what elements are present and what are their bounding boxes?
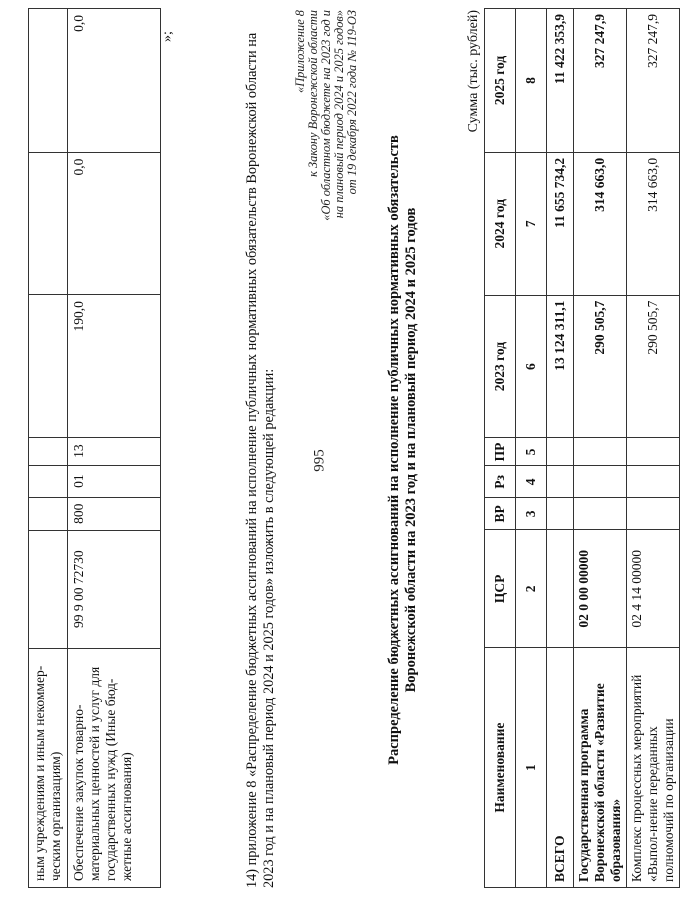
cell-2023: 290 505,7 [627, 295, 680, 438]
col-number: 4 [516, 466, 547, 498]
cell-2023: 290 505,7 [574, 295, 627, 438]
cell-rz: 01 [68, 465, 161, 497]
table-row [29, 9, 68, 888]
cell-vr [627, 498, 680, 530]
col-number: 3 [516, 498, 547, 530]
col-number: 8 [516, 9, 547, 153]
row-name: Обеспечение закупок товарно-материальных ценностей и услуг для государственных нужд (Иные бюд-жетные ассигнования) [68, 648, 161, 887]
cell-vr [29, 497, 68, 530]
cell-rz [29, 465, 68, 497]
cell-csr: 99 9 00 72730 [68, 530, 161, 648]
cell-2025: 327 247,9 [574, 9, 627, 153]
header-row [485, 9, 516, 888]
cell-2023: 190,0 [68, 295, 161, 438]
cell-pr [574, 438, 627, 466]
cell-pr [627, 438, 680, 466]
col-header: 2024 год [485, 152, 516, 295]
sum-label: Сумма (тыс. рублей) [466, 10, 481, 133]
cell-2024: 0,0 [68, 152, 161, 295]
row-name: Комплекс процессных мероприятий «Выпол-нение переданных полномочий по организации [627, 648, 680, 888]
cell-2024 [29, 152, 68, 295]
col-number: 5 [516, 438, 547, 466]
cell-vr [574, 498, 627, 530]
col-header: Наименование [485, 648, 516, 888]
cell-vr: 800 [68, 497, 161, 530]
cell-rz [574, 466, 627, 498]
row-name: ным учреждениям и иным некоммер-ческим организациям) [29, 648, 68, 887]
table-row [547, 9, 574, 888]
cell-2025 [29, 9, 68, 153]
col-header: ЦСР [485, 530, 516, 648]
row-name: Государственная программа Воронежской области «Развитие образования» [574, 648, 627, 888]
cell-2025: 0,0 [68, 9, 161, 153]
cell-2023 [29, 295, 68, 438]
table-row [68, 9, 161, 888]
col-header: ПР [485, 438, 516, 466]
quote-close: »; [160, 31, 175, 42]
appendix-note-line: от 19 декабря 2022 года № 119-ОЗ [345, 10, 359, 195]
cell-csr: 02 4 14 00000 [627, 530, 680, 648]
appendix-note-line: к Закону Воронежской области [306, 10, 320, 177]
cell-csr [547, 530, 574, 648]
col-number-row [516, 9, 547, 888]
col-number: 2 [516, 530, 547, 648]
block-title: Распределение бюджетных ассигнований на исполнение публичных нормативных обязательств [386, 135, 402, 765]
cell-rz [627, 466, 680, 498]
col-header: ВР [485, 498, 516, 530]
col-number: 7 [516, 152, 547, 295]
col-header: 2023 год [485, 295, 516, 438]
col-header: Рз [485, 466, 516, 498]
cell-2023: 13 124 311,1 [547, 295, 574, 438]
table-row [627, 9, 680, 888]
cell-2024: 314 663,0 [574, 152, 627, 295]
col-number: 1 [516, 648, 547, 888]
cell-2024: 11 655 734,2 [547, 152, 574, 295]
appendix-note-line: на плановый период 2024 и 2025 годов» [332, 10, 346, 219]
row-name: ВСЕГО [547, 648, 574, 888]
budget-table [484, 8, 680, 888]
cell-pr: 13 [68, 437, 161, 465]
col-header: 2025 год [485, 9, 516, 153]
cell-csr [29, 530, 68, 648]
cell-rz [547, 466, 574, 498]
cell-2024: 314 663,0 [627, 152, 680, 295]
page-number: 995 [311, 449, 328, 472]
cell-vr [547, 498, 574, 530]
amendment-paragraph: 14) приложение 8 «Распределение бюджетных ассигнований на исполнение публичных нормативных обязательств Воронежской области на 2023 год и на плановый период 2024 и 2025 годов» изложить в следующей редакции: [244, 32, 277, 888]
cell-pr [547, 438, 574, 466]
cell-pr [29, 437, 68, 465]
cell-2025: 11 422 353,9 [547, 9, 574, 153]
block-title: Воронежской области на 2023 год и на плановый период 2024 и 2025 годов [403, 207, 419, 693]
appendix-note-line: «Об областном бюджете на 2023 год и [319, 10, 333, 221]
cell-csr: 02 0 00 00000 [574, 530, 627, 648]
appendix-note-line: «Приложение 8 [293, 10, 307, 93]
table-row [574, 9, 627, 888]
continued-budget-table [28, 8, 161, 888]
cell-2025: 327 247,9 [627, 9, 680, 153]
col-number: 6 [516, 295, 547, 438]
